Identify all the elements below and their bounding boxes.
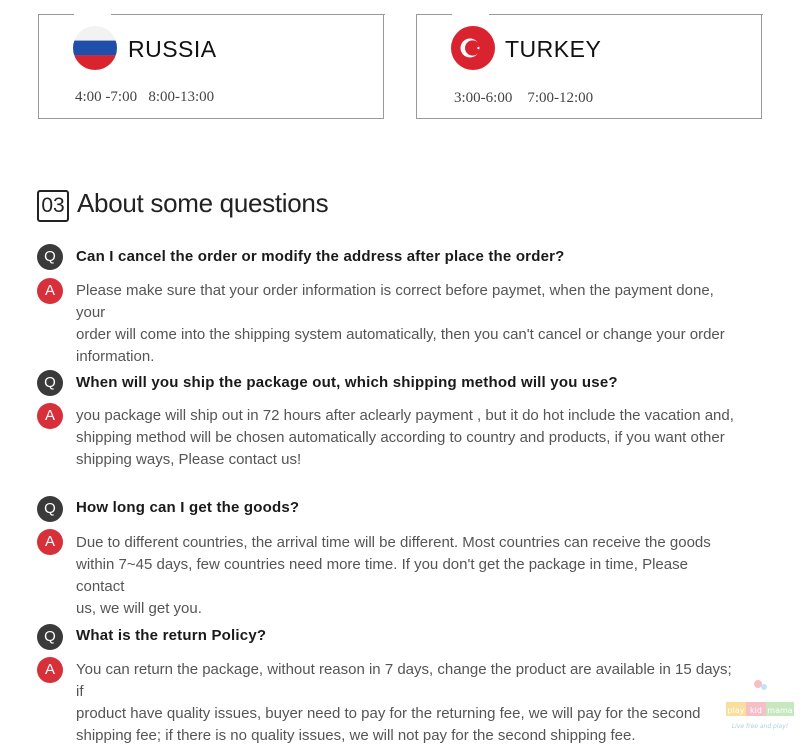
faq-question: When will you ship the package out, which shipping method will you use? <box>76 374 618 391</box>
section-title: About some questions <box>77 188 329 218</box>
faq-question: Can I cancel the order or modify the address after place the order? <box>76 248 565 265</box>
answer-line: shipping fee; if there is no quality issues, we will not pay for the second shipping fee. <box>76 727 636 744</box>
brand-watermark-logo <box>724 676 796 736</box>
country-name-turkey: TURKEY <box>505 36 602 62</box>
russia-flag-icon <box>73 26 117 70</box>
turkey-flag-icon <box>451 26 495 70</box>
brand-slogan: Live free and play! <box>731 723 789 730</box>
question-badge: Q <box>37 370 63 396</box>
country-hours-turkey: 3:00-6:00 7:00-12:00 <box>454 90 594 106</box>
answer-line: shipping ways, Please contact us! <box>76 451 302 468</box>
answer-line: product have quality issues, buyer need to pay for the returning fee, we will pay for the second <box>76 705 701 722</box>
answer-line: Please make sure that your order information is correct before paymet, when the payment done, your <box>76 282 714 321</box>
answer-line: information. <box>76 348 155 365</box>
brand-part: mama <box>767 706 793 715</box>
answer-badge: A <box>37 278 63 304</box>
question-badge: Q <box>37 496 63 522</box>
faq-answer <box>76 659 736 747</box>
answer-line: within 7~45 days, few countries need more time. If you don't get the package in time, Please contact <box>76 556 688 595</box>
brand-part: play <box>727 706 745 715</box>
answer-line: shipping method will be chosen automatically according to country and products, if you want other <box>76 429 725 446</box>
faq-answer <box>76 405 736 471</box>
answer-badge: A <box>37 529 63 555</box>
answer-badge: A <box>37 657 63 683</box>
answer-line: you package will ship out in 72 hours after aclearly payment , but it do hot include the vacation and, <box>76 407 734 424</box>
answer-line: You can return the package, without reason in 7 days, change the product are available in 15 days; if <box>76 661 732 700</box>
question-badge: Q <box>37 624 63 650</box>
answer-line: order will come into the shipping system automatically, then you can't cancel or change your order <box>76 326 725 343</box>
brand-part: kid <box>750 706 762 715</box>
faq-question: What is the return Policy? <box>76 627 267 644</box>
faq-answer <box>76 280 736 368</box>
faq-answer <box>76 532 736 620</box>
country-hours-russia: 4:00 -7:00 8:00-13:00 <box>75 89 215 105</box>
country-name-russia: RUSSIA <box>128 36 217 62</box>
faq-question: How long can I get the goods? <box>76 499 300 516</box>
question-badge: Q <box>37 244 63 270</box>
answer-line: Due to different countries, the arrival time will be different. Most countries can receive the goods <box>76 534 711 551</box>
section-number: 03 <box>37 190 69 222</box>
answer-badge: A <box>37 403 63 429</box>
answer-line: us, we will get you. <box>76 600 202 617</box>
